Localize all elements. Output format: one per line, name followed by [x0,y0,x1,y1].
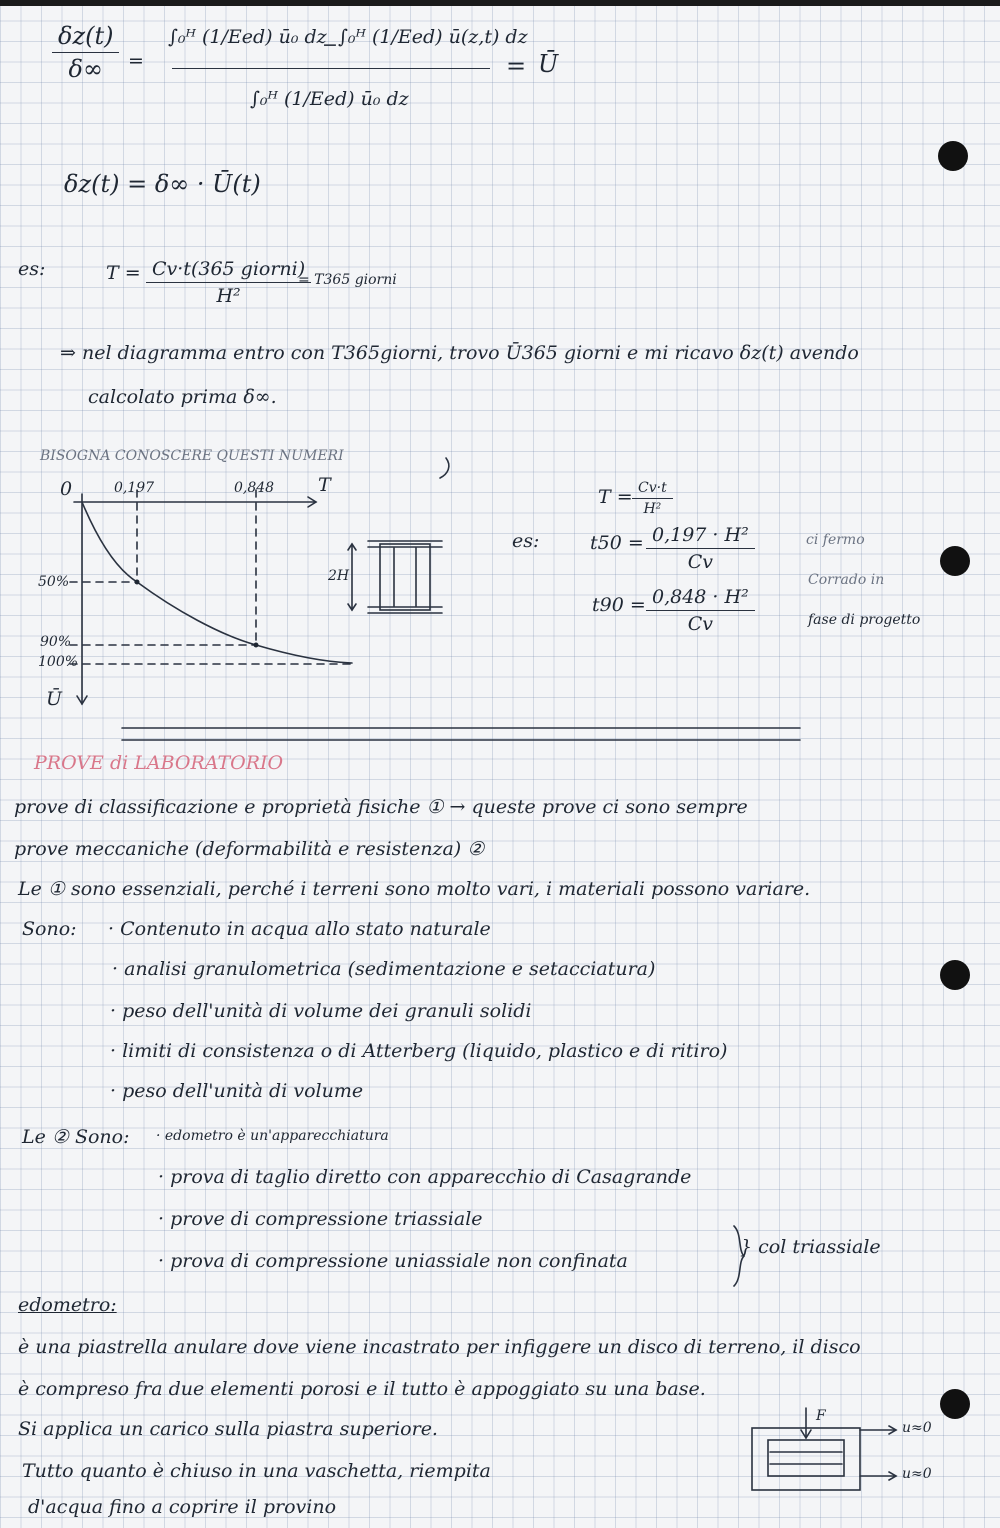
lhs-denominator: δ∞ [68,55,103,83]
example-note-line-2: calcolato prima δ∞. [88,386,277,408]
diagram-y-50: 50% [38,574,70,590]
lhs-numerator: δz(t) [52,22,119,53]
lab-brace-note: } col triassiale [740,1236,881,1258]
side-note-2: Corrado in [808,572,885,588]
edometro-title: edometro: [18,1294,117,1316]
lab-sono-label: Sono: [22,918,77,940]
edometro-line-2: è compreso fra due elementi porosi e il tutto è appoggiato su una base. [18,1378,706,1400]
time-factor-lhs: T = [106,262,141,284]
time-factor-denominator: H² [216,285,241,307]
edometro-line-3: Si applica un carico sulla piastra superiore. [18,1418,438,1440]
example-note-line-1: ⇒ nel diagramma entro con T365giorni, trovo Ū365 giorni e mi ricavo δz(t) avendo [60,342,859,364]
edometro-line-4: Tutto quanto è chiuso in una vaschetta, riempita [22,1460,491,1482]
lab-line-1: prove di classificazione e proprietà fisiche ① → queste prove ci sono sempre [14,796,748,818]
lab-item-1-5: · peso dell'unità di volume [110,1080,364,1102]
t90-denominator: Cv [687,613,713,635]
lab-item-1-4: · limiti di consistenza o di Atterberg (liquido, plastico e di ritiro) [110,1040,728,1062]
lab-line-2: prove meccaniche (deformabilità e resistenza) ② [14,838,485,860]
diagram-tick-0197: 0,197 [114,480,155,496]
integral-numerator-1: ∫₀ᴴ (1/Eed) ū₀ dz [168,26,327,48]
lab-item-2-1: · edometro è un'apparecchiatura [156,1128,389,1144]
edometro-line-5: d'acqua fino a coprire il provino [28,1496,337,1518]
diagram-y-100: 100% [38,654,79,670]
curve-point-90 [254,643,259,648]
settlement-formula: δz(t) = δ∞ · Ū(t) [64,170,261,198]
integral-denominator: ∫₀ᴴ (1/Eed) ū₀ dz [250,88,409,110]
lab-item-1-1: · Contenuto in acqua allo stato naturale [108,918,491,940]
lab-line-3: Le ① sono essenziali, perché i terreni sono molto vari, i materiali possono variare. [18,878,811,900]
t-def-lhs: T = [598,486,633,508]
lab-item-1-3: · peso dell'unità di volume dei granuli solidi [110,1000,532,1022]
t90-numerator: 0,848 · H² [646,586,755,611]
integral-numerator-2: ∫₀ᴴ (1/Eed) ū(z,t) dz [338,26,528,48]
diagram-u-axis-label: Ū [46,688,63,710]
side-note-1: ci fermo [806,532,865,548]
lab-item-2-3: · prove di compressione triassiale [158,1208,483,1230]
time-factor-numerator: Cv·t(365 giorni) [146,258,311,283]
lab-item-2-4: · prova di compressione uniassiale non confinata [158,1250,628,1272]
t50-denominator: Cv [687,551,713,573]
lab-le2-label: Le ② Sono: [22,1126,130,1148]
t90-lhs: t90 = [592,594,646,616]
t50-lhs: t50 = [590,532,644,554]
curve-point-50 [135,580,140,585]
u-bar-result: Ū [538,50,559,78]
diagram-t-axis-label: T [318,474,331,496]
t50-fraction [646,524,755,573]
t-def-fraction [632,480,673,517]
example-label: es: [18,258,46,280]
lab-title: PROVE di LABORATORIO [34,752,284,774]
lab-item-1-2: · analisi granulometrica (sedimentazione e setacciatura) [112,958,656,980]
diagram-y-90: 90% [40,634,72,650]
edometro-line-1: è una piastrella anulare dove viene incastrato per infiggere un disco di terreno, il disco [18,1336,861,1358]
integral-minus: − [322,34,338,56]
diagram-header: BISOGNA CONOSCERE QUESTI NUMERI [40,448,344,464]
t-def-numerator: Cv·t [632,480,673,499]
sample-height-label: 2H [328,568,350,584]
t-def-denominator: H² [643,501,662,517]
equals-sign-2: = [506,52,527,80]
t50-numerator: 0,197 · H² [646,524,755,549]
lab-item-2-2: · prova di taglio diretto con apparecchio di Casagrande [158,1166,692,1188]
sample-body [380,544,430,610]
t90-fraction [646,586,755,635]
time-factor-rhs: = T365 giorni [298,272,397,288]
diagram-tick-0848: 0,848 [234,480,275,496]
equals-sign-1: = [128,50,144,72]
side-note-3: fase di progetto [808,612,921,628]
edometer-u-label-2: u≈0 [902,1466,932,1482]
edometer-ring [768,1440,844,1476]
edometer-u-label-1: u≈0 [902,1420,932,1436]
header-arrow [440,458,449,478]
diagram-origin: 0 [60,478,73,500]
edometer-force-label: F [816,1408,826,1424]
right-es-label: es: [512,530,540,552]
